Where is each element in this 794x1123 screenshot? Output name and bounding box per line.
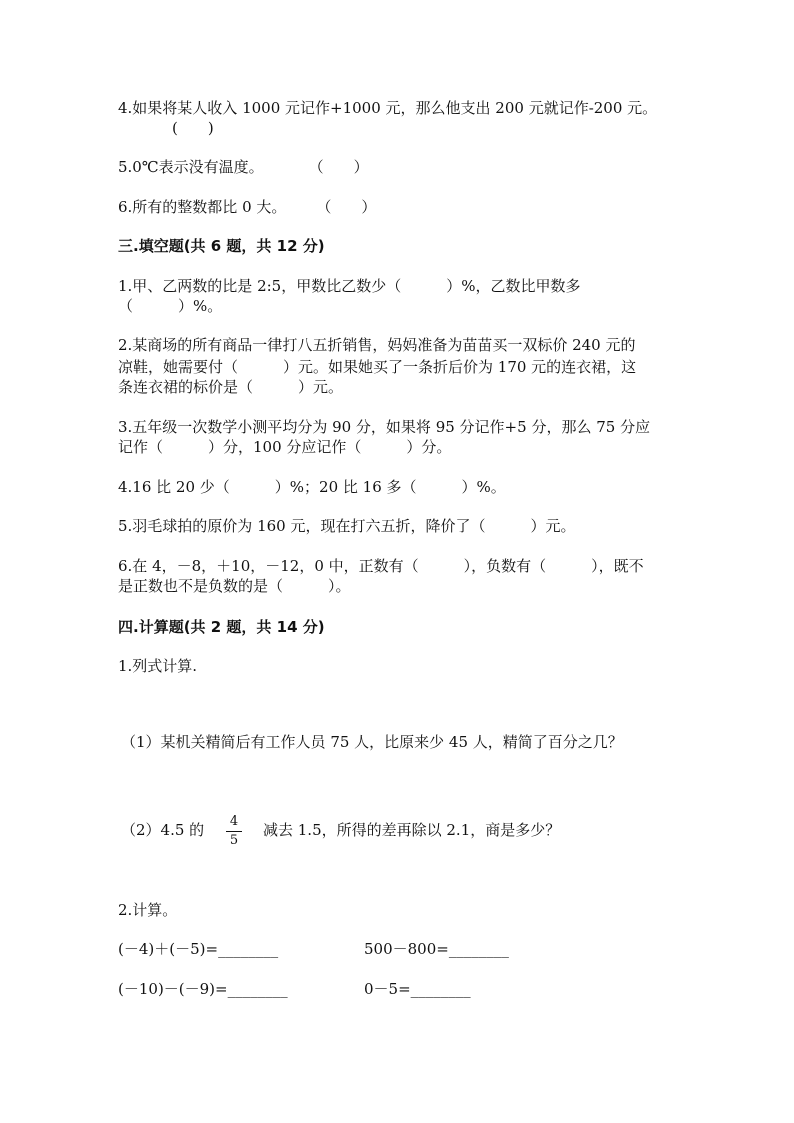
judgement-q4-answer-blank: ( ) xyxy=(172,119,214,137)
fill-q5: 5.羽毛球拍的原价为 160 元，现在打六五折，降价了（ ）元。 xyxy=(118,517,576,535)
fill-q6-line1: 6.在 4，－8，＋10，－12，0 中，正数有（ ），负数有（ ），既不 xyxy=(118,557,644,575)
fill-q4: 4.16 比 20 少（ ）%；20 比 16 多（ ）%。 xyxy=(118,478,506,496)
section4-title: 四.计算题(共 2 题，共 14 分) xyxy=(118,618,325,636)
calc-q1-sub1: （1）某机关精简后有工作人员 75 人，比原来少 45 人，精简了百分之几？ xyxy=(121,733,623,751)
fill-q6-line2: 是正数也不是负数的是（ ）。 xyxy=(118,577,351,595)
judgement-q4-line1: 4.如果将某人收入 1000 元记作+1000 元，那么他支出 200 元就记作-200 元。 xyxy=(118,99,658,117)
fill-q1-line2: （ ）%。 xyxy=(118,297,223,315)
calc-q2-title: 2.计算。 xyxy=(118,901,178,919)
fraction-numerator: 4 xyxy=(226,814,242,832)
fill-q3-line1: 3.五年级一次数学小测平均分为 90 分，如果将 95 分记作+5 分，那么 75 分应 xyxy=(118,418,651,436)
judgement-q5: 5.0℃表示没有温度。 （ ） xyxy=(118,158,369,176)
fill-q1-line1: 1.甲、乙两数的比是 2:5，甲数比乙数少（ ）%，乙数比甲数多 xyxy=(118,277,581,295)
fraction-denominator: 5 xyxy=(229,833,239,848)
fill-q2-line3: 条连衣裙的标价是（ ）元。 xyxy=(118,378,344,396)
judgement-q6: 6.所有的整数都比 0 大。 （ ） xyxy=(118,198,377,216)
calc-item-4: 0－5=________ xyxy=(364,980,471,998)
fill-q2-line1: 2.某商场的所有商品一律打八五折销售，妈妈准备为苗苗买一双标价 240 元的 xyxy=(118,336,636,354)
fill-q3-line2: 记作（ ）分，100 分应记作（ ）分。 xyxy=(118,438,452,456)
section3-title: 三.填空题(共 6 题，共 12 分) xyxy=(118,237,325,255)
calc-q1-sub2-after: 减去 1.5，所得的差再除以 2.1，商是多少？ xyxy=(263,821,561,839)
calc-q1-title: 1.列式计算. xyxy=(118,657,198,675)
calc-item-3: (－10)－(－9)=________ xyxy=(118,980,288,998)
fill-q2-line2: 凉鞋，她需要付（ ）元。如果她买了一条折后价为 170 元的连衣裙，这 xyxy=(118,358,637,376)
fraction-four-fifths xyxy=(226,814,242,849)
calc-q1-sub2-before: （2）4.5 的 xyxy=(121,821,205,839)
calc-item-1: (－4)＋(－5)=________ xyxy=(118,940,279,958)
calc-item-2: 500－800=________ xyxy=(364,940,509,958)
